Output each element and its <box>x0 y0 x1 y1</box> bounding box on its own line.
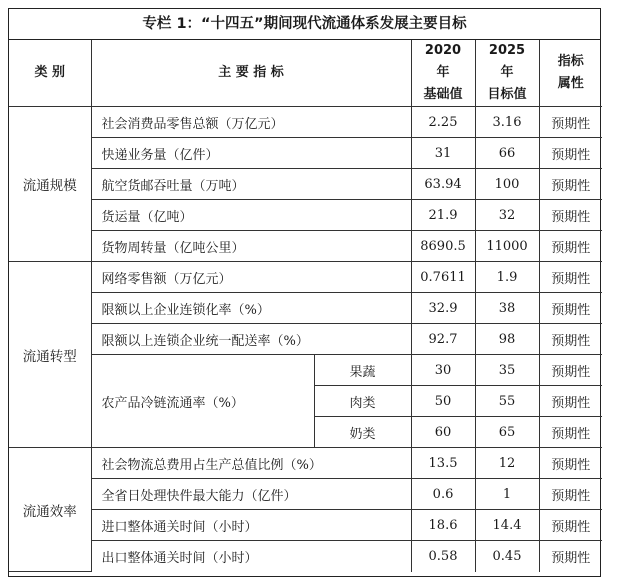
header-target-label: 目标值 <box>487 87 527 102</box>
indicator-cell: 全省日处理快件最大能力（亿件） <box>91 479 411 510</box>
indicator-cell: 出口整体通关时间（小时） <box>91 541 411 572</box>
attr-cell: 预期性 <box>539 386 602 417</box>
target-value: 11000 <box>475 231 539 262</box>
table-row <box>9 324 602 355</box>
subcategory-cell: 奶类 <box>314 417 411 448</box>
attr-cell: 预期性 <box>539 293 602 324</box>
indicator-cell: 货物周转量（亿吨公里） <box>91 231 411 262</box>
indicator-cell: 货运量（亿吨） <box>91 200 411 231</box>
targets-table <box>9 40 602 572</box>
base-value: 63.94 <box>411 169 475 200</box>
attr-cell: 预期性 <box>539 138 602 169</box>
table-row <box>9 231 602 262</box>
target-value: 1 <box>475 479 539 510</box>
table-row <box>9 448 602 479</box>
base-value: 18.6 <box>411 510 475 541</box>
table-row <box>9 293 602 324</box>
header-base-label: 基础值 <box>423 87 463 102</box>
header-target-year: 2025 年 <box>488 43 526 80</box>
base-value: 0.58 <box>411 541 475 572</box>
table-row <box>9 355 602 386</box>
cold-chain-indicator: 农产品冷链流通率（%） <box>91 355 314 448</box>
table-row <box>9 510 602 541</box>
base-value: 50 <box>411 386 475 417</box>
target-value: 32 <box>475 200 539 231</box>
base-value: 8690.5 <box>411 231 475 262</box>
target-value: 0.45 <box>475 541 539 572</box>
target-value: 38 <box>475 293 539 324</box>
base-value: 0.7611 <box>411 262 475 293</box>
attr-cell: 预期性 <box>539 510 602 541</box>
attr-cell: 预期性 <box>539 355 602 386</box>
attr-cell: 预期性 <box>539 448 602 479</box>
header-attr-line2: 属性 <box>557 76 584 91</box>
attr-cell: 预期性 <box>539 107 602 138</box>
base-value: 60 <box>411 417 475 448</box>
category-cell: 流通转型 <box>9 262 91 448</box>
subcategory-cell: 肉类 <box>314 386 411 417</box>
table-row <box>9 541 602 572</box>
header-attr <box>539 40 602 107</box>
table-row <box>9 107 602 138</box>
attr-cell: 预期性 <box>539 417 602 448</box>
attr-cell: 预期性 <box>539 200 602 231</box>
table-row <box>9 200 602 231</box>
header-base-year: 2020 年 <box>424 43 462 80</box>
header-indicator: 主 要 指 标 <box>91 40 411 107</box>
header-attr-line1: 指标 <box>557 54 584 69</box>
header-row <box>9 40 602 107</box>
base-value: 2.25 <box>411 107 475 138</box>
attr-cell: 预期性 <box>539 169 602 200</box>
target-value: 3.16 <box>475 107 539 138</box>
base-value: 32.9 <box>411 293 475 324</box>
base-value: 21.9 <box>411 200 475 231</box>
target-value: 12 <box>475 448 539 479</box>
indicator-cell: 社会物流总费用占生产总值比例（%） <box>91 448 411 479</box>
target-value: 35 <box>475 355 539 386</box>
base-value: 0.6 <box>411 479 475 510</box>
target-value: 14.4 <box>475 510 539 541</box>
header-category: 类 别 <box>9 40 91 107</box>
table-row <box>9 169 602 200</box>
target-value: 65 <box>475 417 539 448</box>
attr-cell: 预期性 <box>539 231 602 262</box>
attr-cell: 预期性 <box>539 479 602 510</box>
target-value: 98 <box>475 324 539 355</box>
attr-cell: 预期性 <box>539 324 602 355</box>
indicator-cell: 限额以上企业连锁化率（%） <box>91 293 411 324</box>
header-base <box>411 40 475 107</box>
base-value: 30 <box>411 355 475 386</box>
indicator-cell: 航空货邮吞吐量（万吨） <box>91 169 411 200</box>
target-value: 100 <box>475 169 539 200</box>
base-value: 31 <box>411 138 475 169</box>
box-title: 专栏 1：“十四五”期间现代流通体系发展主要目标 <box>9 9 600 40</box>
table-row <box>9 138 602 169</box>
indicator-cell: 社会消费品零售总额（万亿元） <box>91 107 411 138</box>
table-row <box>9 262 602 293</box>
header-target <box>475 40 539 107</box>
target-value: 66 <box>475 138 539 169</box>
table-row <box>9 479 602 510</box>
category-cell: 流通效率 <box>9 448 91 572</box>
indicator-cell: 网络零售额（万亿元） <box>91 262 411 293</box>
indicator-cell: 快递业务量（亿件） <box>91 138 411 169</box>
attr-cell: 预期性 <box>539 541 602 572</box>
attr-cell: 预期性 <box>539 262 602 293</box>
base-value: 13.5 <box>411 448 475 479</box>
indicator-cell: 限额以上连锁企业统一配送率（%） <box>91 324 411 355</box>
subcategory-cell: 果蔬 <box>314 355 411 386</box>
indicator-cell: 进口整体通关时间（小时） <box>91 510 411 541</box>
base-value: 92.7 <box>411 324 475 355</box>
target-value: 1.9 <box>475 262 539 293</box>
target-value: 55 <box>475 386 539 417</box>
targets-box <box>8 8 601 577</box>
category-cell: 流通规模 <box>9 107 91 262</box>
